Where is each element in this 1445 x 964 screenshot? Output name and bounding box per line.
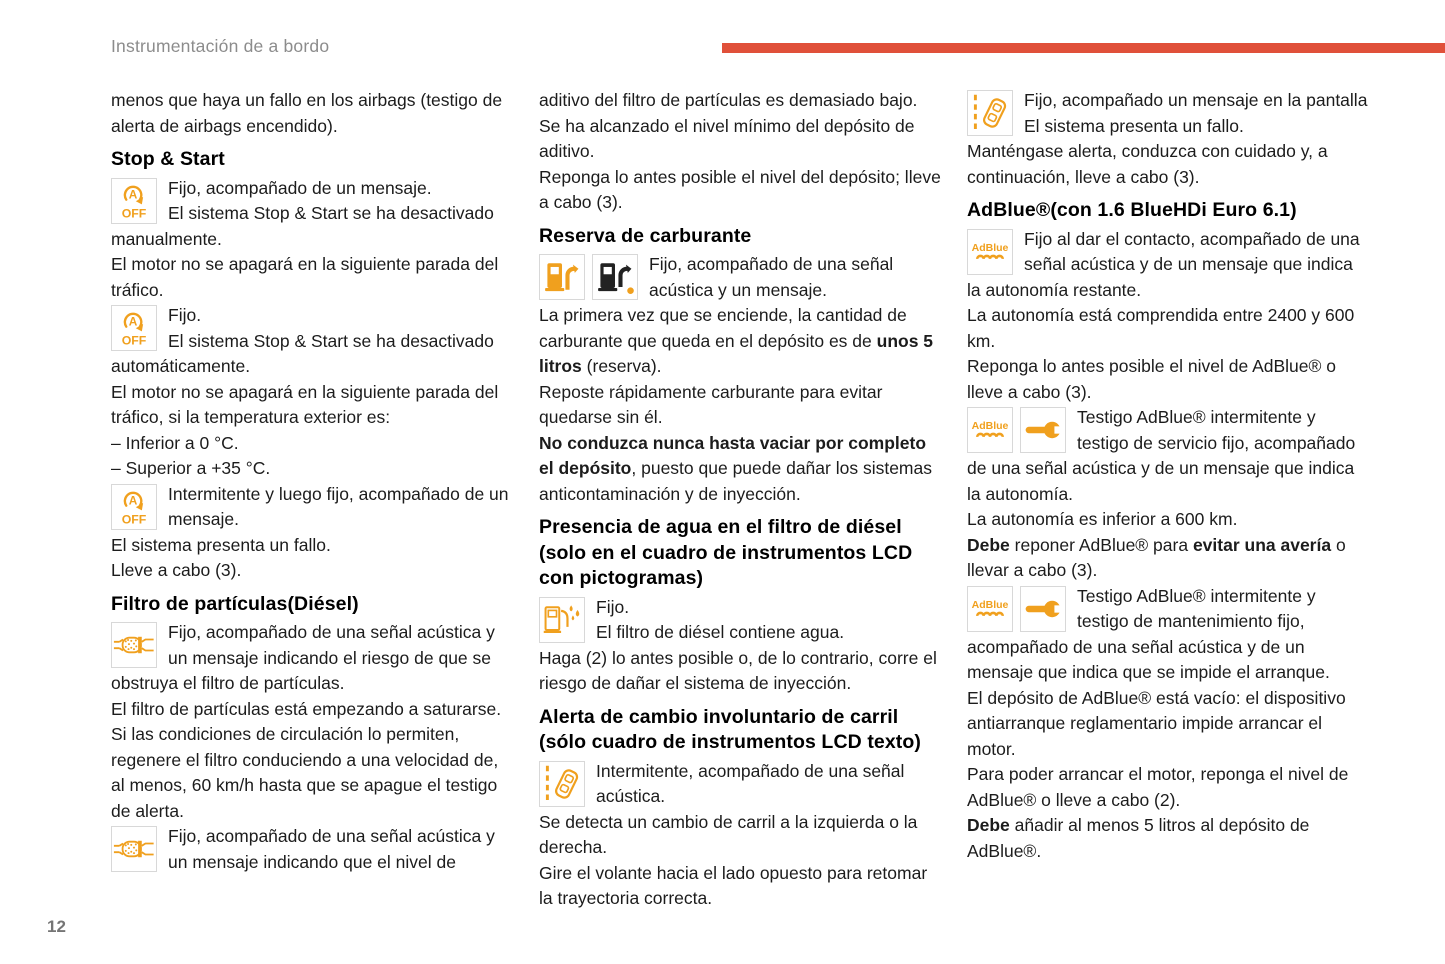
lane-detect-text: Se detecta un cambio de carril a la izquierda o la derecha. [539, 811, 918, 857]
additive-action-text: Reponga lo antes posible el nivel del depósito; lleve a cabo (3). [539, 166, 941, 212]
adblue-maintenance-block [967, 584, 1370, 686]
fuel-pump-icon [539, 254, 585, 300]
text-segment-bold: evitar una avería [1192, 534, 1332, 555]
adblue-wrench-icon-pair [967, 407, 1066, 453]
adblue-wrench-icon-pair [967, 586, 1066, 632]
adblue-label: AdBlue [971, 420, 1009, 433]
additive-level-text: aditivo del filtro de partículas es demasiado bajo. Se ha alcanzado el nivel mínimo del depósito de aditivo. [539, 90, 918, 161]
fault-text: El sistema presenta un fallo. [1024, 115, 1244, 136]
text-segment: añadir al menos 5 litros al depósito de AdBlue®. [967, 815, 1310, 861]
indicator-state: Fijo, acompañado un mensaje en la pantalla [1024, 90, 1368, 110]
adblue-service-block [967, 405, 1370, 507]
service-wrench-icon [1020, 407, 1066, 453]
adblue-icon [967, 407, 1013, 453]
water-in-diesel-icon [539, 597, 585, 643]
stop-start-manual-block [111, 176, 514, 253]
stop-start-off-label: OFF [121, 205, 147, 220]
heading-lane-departure: Alerta de cambio involuntario de carril (sólo cuadro de instrumentos LCD texto) [539, 705, 922, 753]
adblue-level-block [967, 227, 1370, 304]
heading-particle-filter: Filtro de partículas(Diésel) [111, 592, 359, 615]
column-1 [111, 88, 514, 912]
text-segment: (reserva). [581, 356, 662, 376]
adblue-must-refill-text [967, 533, 1370, 584]
heading-fuel-reserve: Reserva de carburante [539, 224, 752, 247]
heading-adblue: AdBlue®(con 1.6 BlueHDi Euro 6.1) [967, 199, 1297, 221]
fuel-reserve-block [539, 252, 942, 303]
indicator-desc: Fijo, acompañado de una señal acústica y un mensaje indicando el riesgo de que se obstruya el filtro de partículas. [111, 622, 495, 693]
indicator-desc: Fijo, acompañado de una señal acústica y un mensaje. [649, 254, 894, 300]
stop-start-temp-note: El motor no se apagará en la siguiente parada del tráfico, si la temperatura exterior es: [111, 381, 499, 427]
stop-start-icon [111, 178, 157, 224]
indicator-desc: El sistema Stop & Start se ha desactivado automáticamente. [111, 330, 494, 376]
dpf-regeneration-text: Si las condiciones de circulación lo permiten, regenere el filtro conduciendo a una velocidad de, al menos, 60 km/h hasta que se apague el testigo de alerta. [111, 724, 499, 821]
column-2 [539, 88, 942, 912]
text-segment-bold: Debe [967, 534, 1010, 555]
water-in-diesel-block [539, 595, 942, 646]
stop-start-letter: A [128, 314, 138, 329]
indicator-desc: El filtro de diésel contiene agua. [596, 622, 845, 642]
list-item-superior: – Superior a +35 °C. [111, 458, 271, 478]
lane-departure-block [539, 759, 942, 810]
adblue-add-litres-text [967, 813, 1370, 864]
text-segment-bold: No conduzca nunca hasta vaciar por completo el depósito [539, 432, 927, 478]
fuel-icon-pair [539, 254, 638, 300]
text-segment-bold: Debe [967, 815, 1010, 835]
dpf-additive-block [111, 824, 514, 875]
fault-text: El sistema presenta un fallo. [111, 534, 331, 555]
indicator-desc: Testigo AdBlue® intermitente y testigo de servicio fijo, acompañado de una señal acústica y de un mensaje que indica la autonomía. [967, 407, 1356, 504]
lane-departure-icon [967, 90, 1013, 136]
column-3 [967, 88, 1370, 912]
adblue-empty-text: El depósito de AdBlue® está vacío: el dispositivo antiarranque reglamentario impide arrancar el motor. [967, 687, 1346, 759]
heading-water-in-diesel: Presencia de agua en el filtro de diésel (solo en el cuadro de instrumentos LCD con pictogramas) [539, 516, 913, 589]
service-wrench-icon [1020, 586, 1066, 632]
action-ref-text: Lleve a cabo (3). [111, 560, 242, 580]
indicator-desc: Testigo AdBlue® intermitente y testigo de mantenimiento fijo, acompañado de una señal acústica y de un mensaje que indica que se impide el arranque. [967, 585, 1330, 682]
stop-start-icon [111, 484, 157, 530]
fuel-pump-minimum-icon [592, 254, 638, 300]
indicator-state: Intermitente, acompañado de una señal acústica. [596, 760, 905, 806]
particulate-filter-icon [111, 826, 157, 872]
indicator-desc: Fijo al dar el contacto, acompañado de una señal acústica y de un mensaje que indica la autonomía restante. [967, 228, 1360, 300]
particulate-filter-icon [111, 622, 157, 668]
adblue-refill-text: Reponga lo antes posible el nivel de AdBlue® o lleve a cabo (3). [967, 356, 1336, 402]
indicator-desc: El sistema Stop & Start se ha desactivado manualmente. [111, 203, 494, 249]
dpf-warning-block [111, 620, 514, 697]
list-item-inferior: – Inferior a 0 °C. [111, 432, 239, 453]
indicator-state: Fijo. [596, 596, 630, 617]
adblue-icon [967, 586, 1013, 632]
indicator-desc: Fijo, acompañado de una señal acústica y un mensaje indicando que el nivel de [168, 826, 495, 872]
text-segment: o llevar a cabo (3). [967, 534, 1346, 580]
text-segment-bold: unos 5 litros [539, 330, 934, 376]
stop-start-icon [111, 305, 157, 351]
adblue-range-text: La autonomía está comprendida entre 2400 y 600 km. [967, 305, 1355, 351]
lane-correct-text: Gire el volante hacia el lado opuesto para retomar la trayectoria correcta. [539, 862, 928, 908]
indicator-state: Fijo. [168, 305, 202, 325]
content-columns [111, 88, 1387, 912]
header-accent-bar [722, 43, 1445, 53]
text-segment: La primera vez que se enciende, la cantidad de carburante que queda en el depósito es de [539, 305, 907, 351]
fuel-reserve-amount-text [539, 303, 942, 380]
adblue-low-range-text: La autonomía es inferior a 600 km. [967, 509, 1238, 529]
adblue-label: AdBlue [971, 598, 1009, 611]
stop-start-note: El motor no se apagará en la siguiente parada del tráfico. [111, 254, 499, 300]
lane-departure-icon [539, 761, 585, 807]
text-segment: reponer AdBlue® para [1009, 534, 1193, 555]
adblue-label: AdBlue [971, 241, 1009, 254]
stop-start-off-label: OFF [121, 333, 147, 348]
stop-start-off-label: OFF [121, 511, 147, 526]
empty-tank-warning [539, 431, 942, 508]
refuel-text: Reposte rápidamente carburante para evitar quedarse sin él. [539, 381, 883, 427]
indicator-state: Intermitente y luego fijo, acompañado de un mensaje. [168, 483, 509, 529]
lane-fault-block [967, 88, 1370, 114]
caution-text: Manténgase alerta, conduzca con cuidado y, a continuación, lleve a cabo (3). [967, 141, 1328, 187]
airbag-intro-text: menos que haya un fallo en los airbags (testigo de alerta de airbags encendido). [111, 90, 503, 136]
stop-start-letter: A [128, 186, 138, 201]
adblue-icon [967, 229, 1013, 275]
text-segment: , puesto que puede dañar los sistemas anticontaminación y de inyección. [539, 458, 932, 504]
dpf-saturation-text: El filtro de partículas está empezando a saturarse. [111, 698, 502, 719]
page-title: Instrumentación de a bordo [111, 36, 330, 56]
heading-stop-start: Stop & Start [111, 148, 225, 170]
adblue-restart-text: Para poder arrancar el motor, reponga el nivel de AdBlue® o lleve a cabo (2). [967, 764, 1349, 810]
stop-start-auto-block [111, 303, 514, 380]
stop-start-fault-block [111, 482, 514, 533]
stop-start-letter: A [128, 492, 138, 507]
indicator-state: Fijo, acompañado de un mensaje. [168, 177, 432, 198]
water-action-text: Haga (2) lo antes posible o, de lo contrario, corre el riesgo de dañar el sistema de inyección. [539, 647, 937, 693]
page-number: 12 [47, 917, 66, 936]
